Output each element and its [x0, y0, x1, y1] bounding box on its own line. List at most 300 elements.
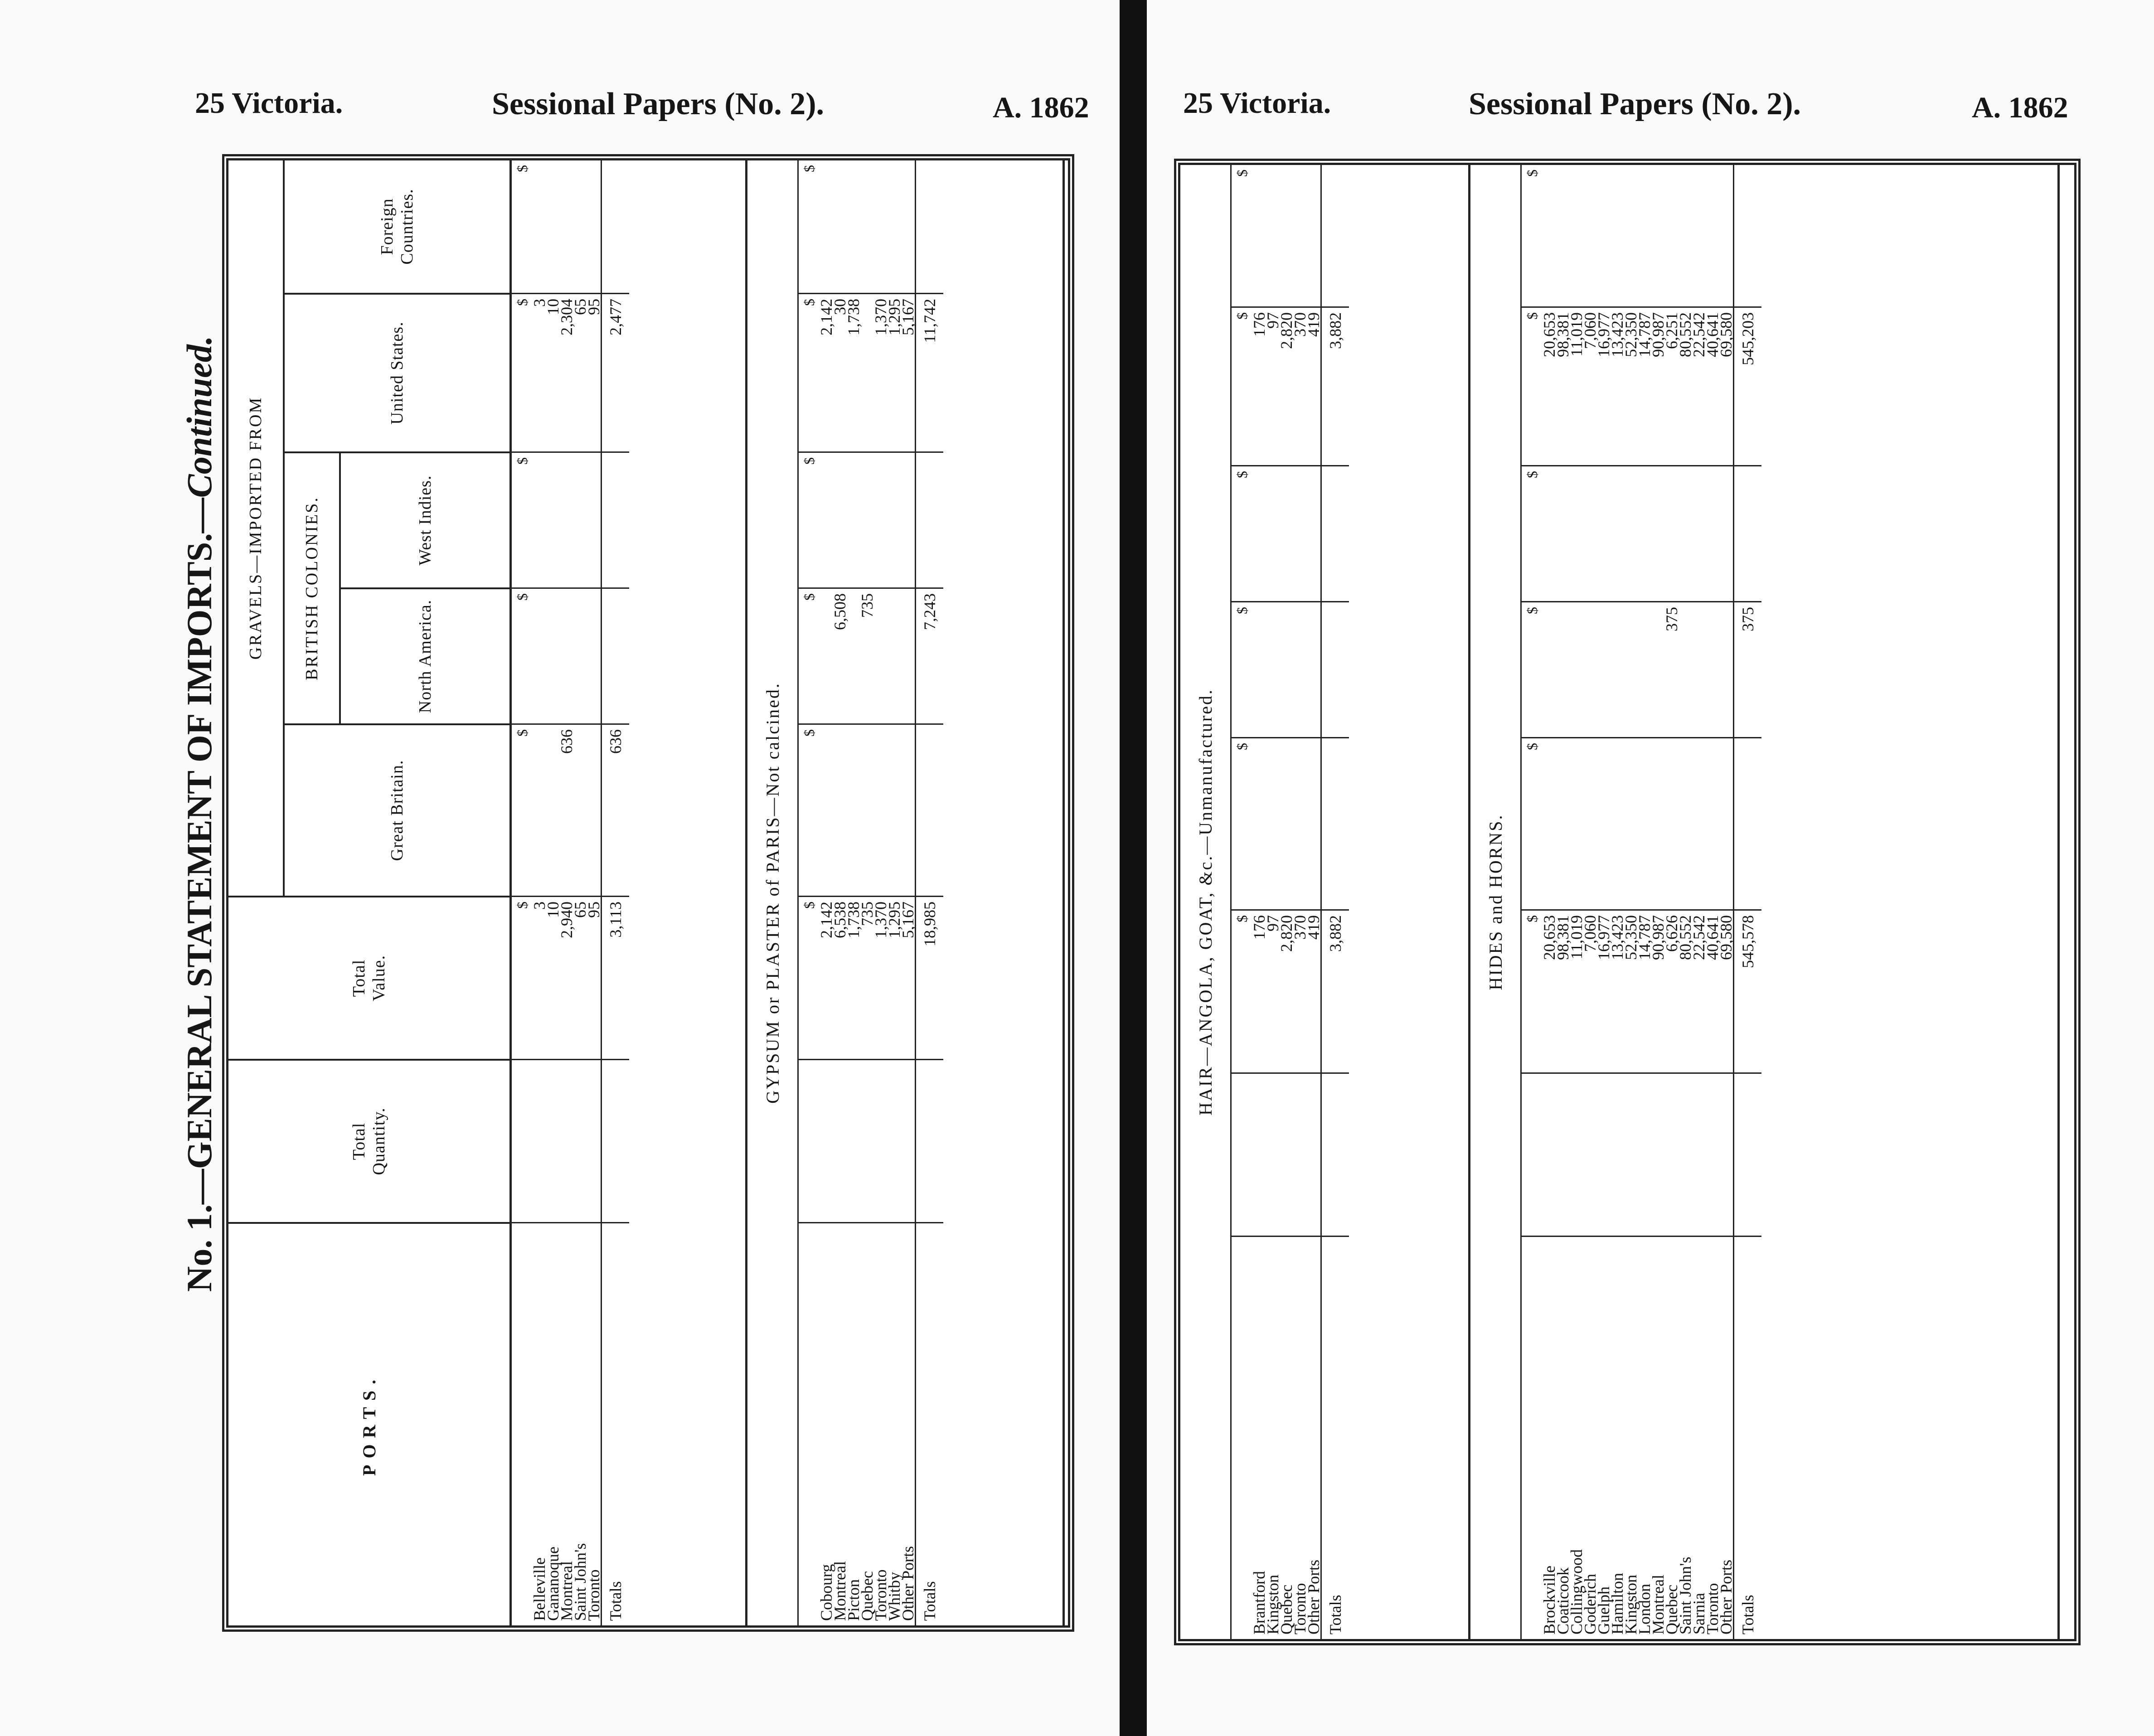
totals-united-states: 2,477: [602, 293, 629, 451]
north-america-value: [1307, 601, 1320, 737]
totals-north-america: 7,243: [916, 587, 943, 723]
port-name: Toronto: [874, 1222, 888, 1625]
foreign-value: [1624, 165, 1638, 306]
currency-cell: [512, 1222, 533, 1625]
table-row: [1608, 165, 1626, 1639]
north-america-value: [573, 587, 587, 723]
great-britain-value: [1556, 737, 1570, 909]
currency-cell: $: [512, 293, 533, 451]
total-value: 370: [1293, 909, 1307, 1072]
total-value: 1,295: [888, 896, 901, 1059]
total-value-sublabel: Value.: [369, 955, 388, 1002]
header-left: 25 Victoria.: [1183, 87, 1331, 120]
united-states-value: 80,552: [1679, 306, 1692, 465]
totals-foreign: [916, 160, 943, 293]
currency-cell: [1522, 1072, 1543, 1236]
north-america-value: [1583, 601, 1597, 737]
total-value: 6,538: [833, 896, 847, 1059]
table-row: [587, 160, 601, 1625]
totals-west-indies: [916, 451, 943, 587]
port-name: Brantford: [1252, 1236, 1266, 1639]
quantity-cell: [1556, 1072, 1570, 1236]
north-america-value: [1280, 601, 1293, 737]
north-america-value: [874, 587, 888, 723]
north-america-value: [1624, 601, 1638, 737]
table-row: [860, 160, 874, 1625]
west-indies-value: [860, 451, 874, 587]
totals-value: 18,985: [916, 896, 943, 1059]
great-britain-value: [1293, 737, 1307, 909]
north-america-value: [1706, 601, 1719, 737]
quantity-cell: [874, 1059, 888, 1222]
quantity-cell: [546, 1059, 560, 1222]
foreign-value: [1543, 165, 1556, 306]
table-section: [1470, 165, 2060, 1639]
united-states-value: 10: [546, 293, 560, 451]
foreign-value: [1556, 165, 1570, 306]
currency-cell: $: [1232, 737, 1252, 909]
currency-cell: $: [1232, 601, 1252, 737]
totals-label: Totals: [1322, 1236, 1349, 1639]
totals-quantity: [1322, 1072, 1349, 1236]
port-name: Montreal: [560, 1222, 573, 1625]
port-name: Cobourg: [820, 1222, 833, 1625]
port-name: Sarnia: [1692, 1236, 1706, 1639]
great-britain-value: [1597, 737, 1611, 909]
port-name: Toronto: [1293, 1236, 1307, 1639]
great-britain-value: [1692, 737, 1706, 909]
port-name: London: [1638, 1236, 1651, 1639]
west-indies-value: [573, 451, 587, 587]
totals-great-britain: [916, 723, 943, 896]
currency-cell: [1522, 1236, 1543, 1639]
table-row: [885, 160, 903, 1625]
great-britain-value: [1624, 737, 1638, 909]
united-states-value: 69,580: [1719, 306, 1733, 465]
port-name: Coaticook: [1556, 1236, 1570, 1639]
totals-great-britain: [1734, 737, 1761, 909]
foreign-value: [874, 160, 888, 293]
united-states-value: 7,060: [1583, 306, 1597, 465]
united-states-value: 2,304: [560, 293, 573, 451]
great-britain-value: [860, 723, 874, 896]
great-britain-value: [1651, 737, 1665, 909]
gravels-gypsum-table: [222, 154, 1074, 1632]
header-right: A. 1862: [993, 91, 1089, 124]
west-indies-value: [533, 451, 546, 587]
total-value: 2,940: [560, 896, 573, 1059]
united-states-value: 1,738: [847, 293, 860, 451]
total-value: 65: [573, 896, 587, 1059]
great-britain-value: [820, 723, 833, 896]
currency-cell: $: [1234, 170, 1250, 177]
great-britain-value: [1543, 737, 1556, 909]
total-value: 22,542: [1692, 909, 1706, 1072]
north-america-value: [587, 587, 601, 723]
foreign-value: [1611, 165, 1624, 306]
port-name: Goderich: [1583, 1236, 1597, 1639]
foreign-label: Foreign: [378, 198, 397, 255]
foreign-value: [1280, 165, 1293, 306]
great-britain-value: [587, 723, 601, 896]
great-britain-value: [1611, 737, 1624, 909]
totals-value: 3,882: [1322, 909, 1349, 1072]
quantity-cell: [860, 1059, 874, 1222]
quantity-cell: [820, 1059, 833, 1222]
west-indies-value: [1624, 465, 1638, 601]
united-states-value: 65: [573, 293, 587, 451]
quantity-cell: [847, 1059, 860, 1222]
great-britain-value: [1307, 737, 1320, 909]
total-value: 1,738: [847, 896, 860, 1059]
united-states-value: 13,423: [1611, 306, 1624, 465]
quantity-cell: [1679, 1072, 1692, 1236]
quantity-cell: [573, 1059, 587, 1222]
totals-foreign: [1322, 165, 1349, 306]
hair-hides-table: [1174, 159, 2081, 1645]
total-value: 69,580: [1719, 909, 1733, 1072]
great-britain-value: [1252, 737, 1266, 909]
foreign-value: [1665, 165, 1679, 306]
currency-cell: [1232, 1236, 1252, 1639]
table-section: [512, 160, 747, 1625]
foreign-value: [546, 160, 560, 293]
total-value: 90,987: [1651, 909, 1665, 1072]
north-america-value: [1293, 601, 1307, 737]
origin-subheaders: [285, 160, 509, 896]
table-row: [573, 160, 587, 1625]
united-states-value: 1,295: [888, 293, 901, 451]
table-section: [747, 160, 1065, 1625]
quantity-cell: [833, 1059, 847, 1222]
port-name: Brockville: [1543, 1236, 1556, 1639]
north-america-value: [533, 587, 546, 723]
total-quantity-header: [228, 1059, 509, 1222]
header-center: Sessional Papers (No. 2).: [492, 87, 825, 121]
united-states-value: 176: [1252, 306, 1266, 465]
table-row: [817, 160, 835, 1625]
totals-quantity: [916, 1059, 943, 1222]
total-value: 52,350: [1624, 909, 1638, 1072]
united-states-value: 419: [1307, 306, 1320, 465]
totals-north-america: [1322, 601, 1349, 737]
great-britain-value: [1665, 737, 1679, 909]
currency-cell: $: [799, 587, 820, 723]
great-britain-value: [533, 723, 546, 896]
table-row: [1665, 165, 1679, 1639]
currency-cell: $: [1522, 465, 1543, 601]
united-states-value: 370: [1293, 306, 1307, 465]
great-britain-value: [847, 723, 860, 896]
totals-north-america: [602, 587, 629, 723]
great-britain-value: [573, 723, 587, 896]
table-row: [1567, 165, 1586, 1639]
north-america-value: [1252, 601, 1266, 737]
header-right: A. 1862: [1972, 91, 2068, 124]
table-row: [901, 160, 915, 1625]
north-america-value: [1679, 601, 1692, 737]
west-indies-value: [1280, 465, 1293, 601]
port-name: Picton: [847, 1222, 860, 1625]
west-indies-value: [1651, 465, 1665, 601]
north-america-value: [1638, 601, 1651, 737]
total-value: 80,552: [1679, 909, 1692, 1072]
currency-cell: $: [799, 293, 820, 451]
totals-west-indies: [1322, 465, 1349, 601]
port-name: Other Ports: [1307, 1236, 1320, 1639]
countries-label: Countries.: [398, 189, 417, 265]
currency-row: [799, 160, 820, 1625]
currency-cell: $: [514, 165, 530, 172]
great-britain-value: [1719, 737, 1733, 909]
totals-row: [1733, 165, 1761, 1639]
currency-cell: $: [1524, 170, 1540, 177]
north-america-value: [546, 587, 560, 723]
foreign-value: [860, 160, 874, 293]
great-britain-value: [1266, 737, 1280, 909]
port-name: Quebec: [860, 1222, 874, 1625]
gravels-imported-from-title: GRAVELS—IMPORTED FROM: [228, 160, 285, 896]
foreign-value: [1638, 165, 1651, 306]
west-indies-value: [1293, 465, 1307, 601]
west-indies-value: [1252, 465, 1266, 601]
united-states-value: 16,977: [1597, 306, 1611, 465]
table-body: [1180, 165, 2060, 1639]
great-britain-value: [1280, 737, 1293, 909]
foreign-value: [533, 160, 546, 293]
north-america-value: 735: [860, 587, 874, 723]
united-states-value: 22,542: [1692, 306, 1706, 465]
foreign-value: [1252, 165, 1266, 306]
table-row: [1719, 165, 1733, 1639]
west-indies-value: [1583, 465, 1597, 601]
total-value: 95: [587, 896, 601, 1059]
north-america-value: [1719, 601, 1733, 737]
total-value: 6,626: [1665, 909, 1679, 1072]
totals-row: [601, 160, 629, 1625]
north-america-header: North America.: [341, 587, 509, 723]
table-row: [1692, 165, 1706, 1639]
total-value-label: Total: [349, 959, 369, 997]
west-indies-value: [820, 451, 833, 587]
quantity-cell: [1638, 1072, 1651, 1236]
west-indies-value: [1719, 465, 1733, 601]
west-indies-value: [1611, 465, 1624, 601]
currency-cell: $: [1522, 909, 1543, 1072]
totals-label: Totals: [602, 1222, 629, 1625]
total-value: 11,019: [1570, 909, 1583, 1072]
totals-quantity: [1734, 1072, 1761, 1236]
currency-cell: $: [1522, 601, 1543, 737]
section-title: HAIR—ANGOLA, GOAT, &c.—Unmanufactured.: [1180, 165, 1232, 1639]
table-row: [558, 160, 576, 1625]
west-indies-value: [847, 451, 860, 587]
totals-row: [1320, 165, 1349, 1639]
total-value-header: [228, 896, 509, 1059]
foreign-value: [1719, 165, 1733, 306]
quantity-cell: [1266, 1072, 1280, 1236]
north-america-value: [888, 587, 901, 723]
totals-west-indies: [1734, 465, 1761, 601]
united-states-value: 2,820: [1280, 306, 1293, 465]
west-indies-value: [1266, 465, 1280, 601]
north-america-value: [1692, 601, 1706, 737]
currency-cell: $: [799, 723, 820, 896]
port-name: Toronto: [1706, 1236, 1719, 1639]
foreign-value: [573, 160, 587, 293]
table-row: [844, 160, 863, 1625]
table-row: [1651, 165, 1665, 1639]
imported-from-header: [228, 160, 509, 896]
port-name: Other Ports: [1719, 1236, 1733, 1639]
port-name: Quebec: [1280, 1236, 1293, 1639]
north-america-value: 6,508: [833, 587, 847, 723]
table-row: [833, 160, 847, 1625]
quantity-cell: [1570, 1072, 1583, 1236]
table-row: [546, 160, 560, 1625]
table-section: [1180, 165, 1470, 1639]
quantity-cell: [1597, 1072, 1611, 1236]
united-states-value: 5,167: [901, 293, 915, 451]
north-america-value: [1266, 601, 1280, 737]
foreign-value: [1692, 165, 1706, 306]
quantity-cell: [1706, 1072, 1719, 1236]
quantity-cell: [888, 1059, 901, 1222]
british-colonies-label: BRITISH COLONIES.: [285, 453, 341, 723]
north-america-value: [1543, 601, 1556, 737]
table-row: [874, 160, 888, 1625]
currency-cell: $: [799, 896, 820, 1059]
quantity-cell: [1624, 1072, 1638, 1236]
west-indies-value: [1638, 465, 1651, 601]
united-states-value: 2,142: [820, 293, 833, 451]
quantity-cell: [1252, 1072, 1266, 1236]
quantity-cell: [1583, 1072, 1597, 1236]
totals-label: Totals: [916, 1222, 943, 1625]
foreign-value: [1570, 165, 1583, 306]
united-states-value: 90,987: [1651, 306, 1665, 465]
united-states-value: 1,370: [874, 293, 888, 451]
united-states-header: United States.: [285, 293, 509, 451]
quantity-cell: [587, 1059, 601, 1222]
total-value: 40,641: [1706, 909, 1719, 1072]
currency-cell: $: [512, 587, 533, 723]
west-indies-value: [560, 451, 573, 587]
currency-cell: $: [801, 165, 817, 172]
north-america-value: [901, 587, 915, 723]
currency-row: [1232, 165, 1252, 1639]
united-states-value: 95: [587, 293, 601, 451]
currency-cell: $: [512, 723, 533, 896]
port-name: Collingwood: [1570, 1236, 1583, 1639]
port-name: Kingston: [1266, 1236, 1280, 1639]
totals-foreign: [1734, 165, 1761, 306]
port-name: Montreal: [833, 1222, 847, 1625]
currency-cell: $: [799, 451, 820, 587]
port-name: Quebec: [1665, 1236, 1679, 1639]
north-america-value: [1611, 601, 1624, 737]
foreign-value: [1651, 165, 1665, 306]
total-value: 14,787: [1638, 909, 1651, 1072]
table-row: [1293, 165, 1307, 1639]
west-indies-value: [874, 451, 888, 587]
table-row: [1556, 165, 1570, 1639]
west-indies-value: [888, 451, 901, 587]
united-states-value: 30: [833, 293, 847, 451]
foreign-value: [1307, 165, 1320, 306]
foreign-value: [1293, 165, 1307, 306]
total-value: 16,977: [1597, 909, 1611, 1072]
united-states-value: 40,641: [1706, 306, 1719, 465]
port-name: Belleville: [533, 1222, 546, 1625]
section-title: GYPSUM or PLASTER of PARIS—Not calcined.: [747, 160, 799, 1625]
header-left: 25 Victoria.: [195, 87, 343, 120]
ports-header: PORTS.: [228, 1222, 509, 1625]
table-row: [1252, 165, 1266, 1639]
currency-cell: $: [1232, 465, 1252, 601]
currency-cell: $: [1522, 306, 1543, 465]
port-name: Saint John's: [573, 1222, 587, 1625]
total-value: 7,060: [1583, 909, 1597, 1072]
table-row: [1266, 165, 1280, 1639]
total-quantity-label: Total: [349, 1122, 369, 1160]
united-states-value: 98,381: [1556, 306, 1570, 465]
quantity-cell: [901, 1059, 915, 1222]
west-indies-value: [546, 451, 560, 587]
british-colonies-header: [285, 451, 509, 723]
foreign-value: [847, 160, 860, 293]
north-america-value: 375: [1665, 601, 1679, 737]
foreign-value: [901, 160, 915, 293]
west-indies-value: [1307, 465, 1320, 601]
foreign-value: [1706, 165, 1719, 306]
totals-value: 545,578: [1734, 909, 1761, 1072]
total-value: 20,653: [1543, 909, 1556, 1072]
totals-united-states: 11,742: [916, 293, 943, 451]
currency-cell: $: [512, 896, 533, 1059]
port-name: Other Ports: [901, 1222, 915, 1625]
total-value: 2,142: [820, 896, 833, 1059]
west-indies-value: [1556, 465, 1570, 601]
total-value: 3: [533, 896, 546, 1059]
table-row: [1583, 165, 1597, 1639]
west-indies-value: [587, 451, 601, 587]
total-value: 176: [1252, 909, 1266, 1072]
quantity-cell: [1665, 1072, 1679, 1236]
great-britain-value: [901, 723, 915, 896]
port-name: Saint John's: [1679, 1236, 1692, 1639]
currency-cell: $: [1522, 737, 1543, 909]
quantity-cell: [560, 1059, 573, 1222]
totals-united-states: 3,882: [1322, 306, 1349, 465]
port-name: Kingston: [1624, 1236, 1638, 1639]
table-row: [1703, 165, 1722, 1639]
totals-quantity: [602, 1059, 629, 1222]
foreign-value: [888, 160, 901, 293]
great-britain-value: [888, 723, 901, 896]
north-america-value: [1570, 601, 1583, 737]
totals-great-britain: [1322, 737, 1349, 909]
total-value: 735: [860, 896, 874, 1059]
currency-row: [1522, 165, 1543, 1639]
quantity-cell: [1280, 1072, 1293, 1236]
totals-label: Totals: [1734, 1236, 1761, 1639]
great-britain-value: [1706, 737, 1719, 909]
quantity-cell: [1719, 1072, 1733, 1236]
west-indies-header: West Indies.: [416, 475, 435, 566]
west-indies-value: [1679, 465, 1692, 601]
quantity-cell: [1651, 1072, 1665, 1236]
